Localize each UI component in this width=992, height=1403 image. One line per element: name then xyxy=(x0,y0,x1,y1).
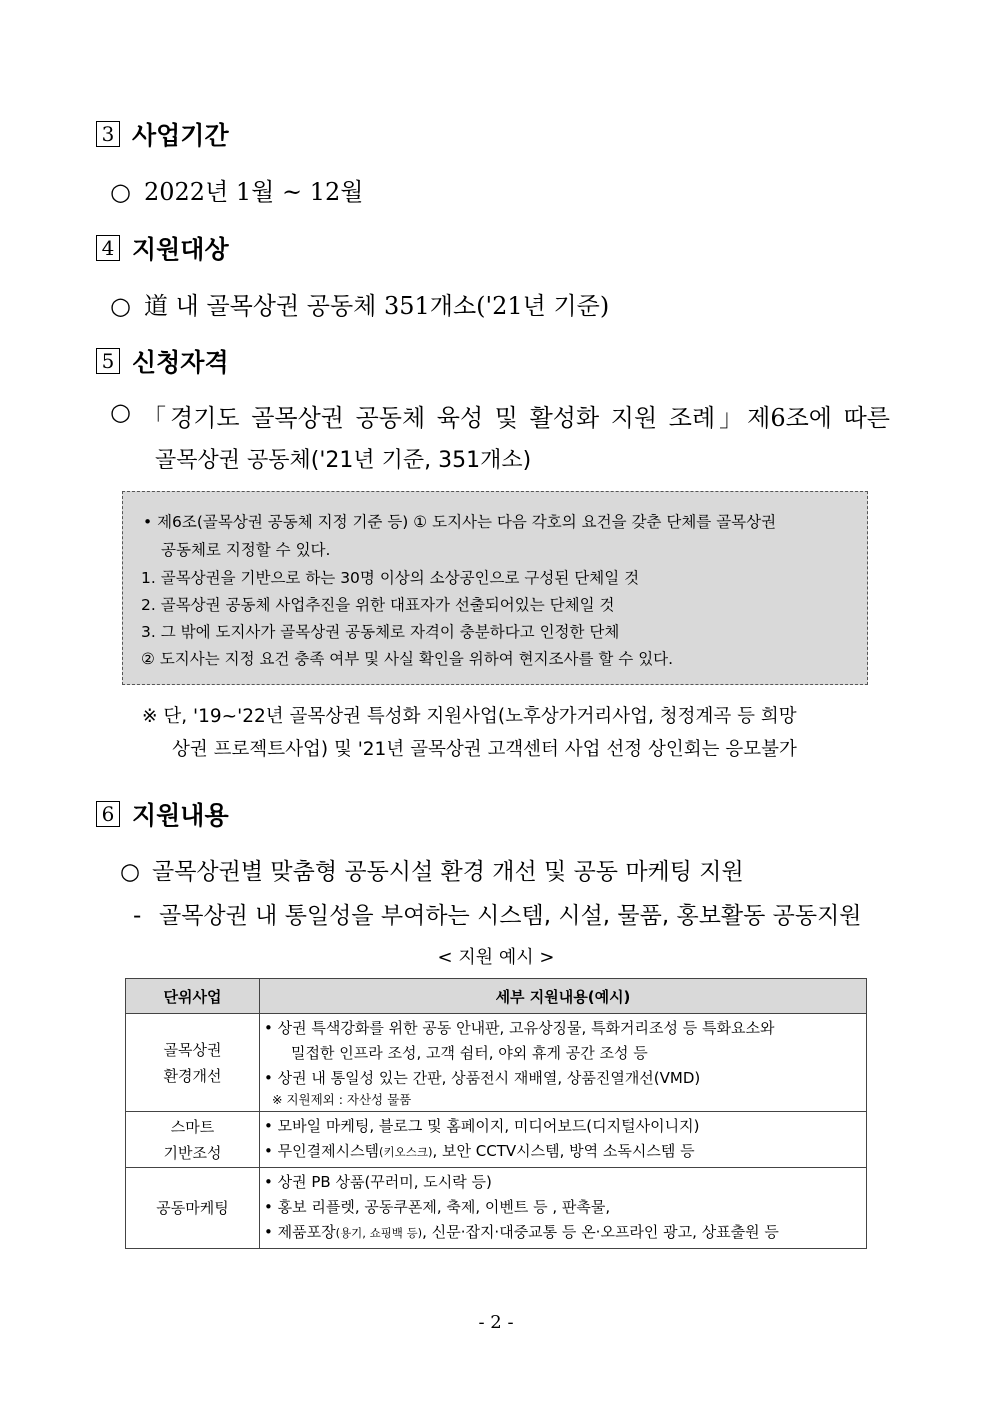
detail-text: , 보안 CCTV시스템, 방역 소독시스템 등 xyxy=(432,1142,695,1160)
bullet-icon: ○ xyxy=(110,292,131,320)
table-header-row xyxy=(126,979,867,1014)
unit-label: 스마트 xyxy=(170,1117,215,1136)
detail-note: ※ 지원제외 : 자산성 물품 xyxy=(272,1092,412,1107)
support-examples-table xyxy=(125,978,867,1249)
ordinance-line: • 제6조(골목상권 공동체 지정 기준 등) ① 도지사는 다음 각호의 요건을 갖춘 단체를 골목상권 xyxy=(143,513,777,531)
section-3-title: 사업기간 xyxy=(132,121,229,150)
ordinance-line: 1. 골목상권을 기반으로 하는 30명 이상의 소상공인으로 구성된 단체일 것 xyxy=(141,569,640,587)
section-3-heading xyxy=(96,116,229,152)
detail-small-text: (키오스크) xyxy=(379,1145,433,1159)
exclusion-note-line1: ※ 단, '19~'22년 골목상권 특성화 지원사업(노후상가거리사업, 청정계곡 등 희망 xyxy=(142,706,797,727)
detail-line: • 상권 내 통일성 있는 간판, 상품전시 재배열, 상품진열개선(VMD) xyxy=(264,1069,701,1087)
support-target: 道 내 골목상권 공동체 351개소('21년 기준) xyxy=(144,292,610,320)
header-unit: 단위사업 xyxy=(126,979,260,1014)
section-6-title: 지원내용 xyxy=(132,801,229,830)
detail-line: • 모바일 마케팅, 블로그 및 홈페이지, 미디어보드(디지털사이니지) xyxy=(264,1117,700,1135)
ordinance-excerpt-box xyxy=(122,491,868,685)
section-3-number: 3 xyxy=(96,121,120,147)
page-number: - 2 - xyxy=(478,1312,514,1333)
unit-label: 골목상권 xyxy=(163,1040,222,1059)
detail-line: • 상권 특색강화를 위한 공동 안내판, 고유상징물, 특화거리조성 등 특화요소와 xyxy=(264,1019,775,1037)
eligibility-line1: 「경기도 골목상권 공동체 육성 및 활성화 지원 조례」제6조에 따른 xyxy=(142,404,890,432)
support-content-line2: 골목상권 내 통일성을 부여하는 시스템, 시설, 물품, 홍보활동 공동지원 xyxy=(159,903,862,929)
ordinance-line: 공동체로 지정할 수 있다. xyxy=(161,541,331,559)
detail-text: • 무인결제시스템 xyxy=(264,1142,380,1160)
section-6-body-line2 xyxy=(133,897,862,930)
detail-cell xyxy=(260,1112,867,1168)
bullet-icon: ○ xyxy=(110,398,131,426)
table-row xyxy=(126,1112,867,1168)
detail-line xyxy=(264,1220,866,1246)
section-5-heading xyxy=(96,343,229,379)
unit-label: 환경개선 xyxy=(163,1066,222,1085)
detail-small-text: (용기, 쇼핑백 등) xyxy=(335,1226,423,1240)
detail-line xyxy=(264,1139,866,1165)
ordinance-line: 3. 그 밖에 도지사가 골목상권 공동체로 자격이 충분하다고 인정한 단체 xyxy=(141,623,620,641)
detail-text: • 제품포장 xyxy=(264,1223,336,1241)
section-5-number: 5 xyxy=(96,348,120,374)
table-row xyxy=(126,1014,867,1112)
dash-icon: - xyxy=(133,903,142,929)
section-4-heading xyxy=(96,230,229,266)
detail-text: , 신문·잡지·대중교통 등 온·오프라인 광고, 상표출원 등 xyxy=(422,1223,779,1241)
detail-line: 밀접한 인프라 조성, 고객 쉼터, 야외 휴게 공간 조성 등 xyxy=(291,1044,648,1062)
section-4-number: 4 xyxy=(96,235,120,261)
project-period: 2022년 1월 ~ 12월 xyxy=(144,178,364,206)
ordinance-line: ② 도지사는 지정 요건 충족 여부 및 사실 확인을 위하여 현지조사를 할 수 있다. xyxy=(141,650,674,668)
detail-cell xyxy=(260,1168,867,1249)
section-5-body-line1 xyxy=(110,398,890,433)
exclusion-note-line2: 상권 프로젝트사업) 및 '21년 골목상권 고객센터 사업 선정 상인회는 응모불가 xyxy=(172,739,797,760)
bullet-icon: ○ xyxy=(120,859,141,885)
eligibility-line2: 골목상권 공동체('21년 기준, 351개소) xyxy=(155,448,532,473)
unit-label: 기반조성 xyxy=(163,1143,222,1162)
section-4-body xyxy=(110,286,609,321)
table-row xyxy=(126,1168,867,1249)
table-caption: < 지원 예시 > xyxy=(437,947,555,968)
section-5-title: 신청자격 xyxy=(132,348,229,377)
bullet-icon: ○ xyxy=(110,178,131,206)
detail-line: • 상권 PB 상품(꾸러미, 도시락 등) xyxy=(264,1173,492,1191)
section-3-body xyxy=(110,172,363,207)
section-6-body-line1 xyxy=(120,853,744,886)
section-6-number: 6 xyxy=(96,801,120,827)
support-content-line1: 골목상권별 맞춤형 공동시설 환경 개선 및 공동 마케팅 지원 xyxy=(152,859,744,885)
unit-cell xyxy=(126,1014,260,1112)
section-6-heading xyxy=(96,796,229,832)
unit-label: 공동마케팅 xyxy=(156,1199,229,1217)
header-detail: 세부 지원내용(예시) xyxy=(260,979,867,1014)
section-4-title: 지원대상 xyxy=(132,235,229,264)
unit-cell xyxy=(126,1168,260,1249)
unit-cell xyxy=(126,1112,260,1168)
detail-line: • 홍보 리플렛, 공동쿠폰제, 축제, 이벤트 등 , 판촉물, xyxy=(264,1198,611,1216)
detail-cell xyxy=(260,1014,867,1112)
ordinance-line: 2. 골목상권 공동체 사업추진을 위한 대표자가 선출되어있는 단체일 것 xyxy=(141,596,615,614)
